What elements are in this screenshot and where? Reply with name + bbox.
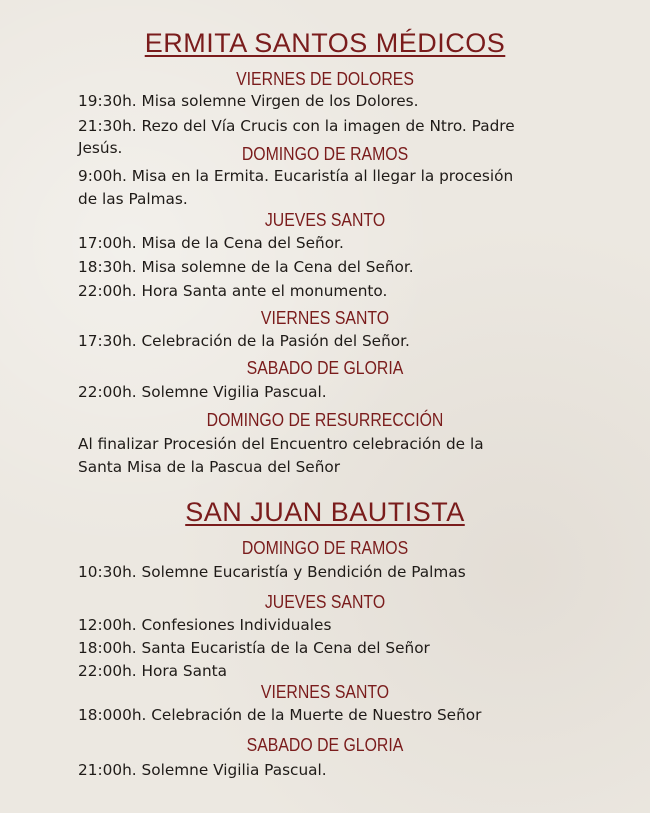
day-heading: JUEVES SANTO [264,210,386,230]
schedule-line: de las Palmas. [78,190,188,208]
church-title-ermita: ERMITA SANTOS MÉDICOS [144,28,506,58]
schedule-line: 21:00h. Solemne Vigilia Pascual. [78,761,327,779]
schedule-line: Santa Misa de la Pascua del Señor [78,458,341,476]
schedule-line: 19:30h. Misa solemne Virgen de los Dolores. [78,92,419,110]
church-title-san-juan: SAN JUAN BAUTISTA [185,497,465,527]
day-heading: VIERNES DE DOLORES [236,69,414,89]
day-heading: DOMINGO DE RAMOS [241,144,409,164]
schedule-line: 18:00h. Santa Eucaristía de la Cena del Señor [78,639,430,657]
schedule-line: 10:30h. Solemne Eucaristía y Bendición de Palmas [78,563,466,581]
schedule-line: 12:00h. Confesiones Individuales [78,616,332,634]
schedule-line: Jesús. [78,139,123,157]
schedule-line: 22:00h. Solemne Vigilia Pascual. [78,383,327,401]
schedule-line: 22:00h. Hora Santa [78,662,228,680]
schedule-line: 17:00h. Misa de la Cena del Señor. [78,234,344,252]
schedule-line: 9:00h. Misa en la Ermita. Eucaristía al llegar la procesión [78,167,514,185]
day-heading: JUEVES SANTO [264,592,386,612]
schedule-line: 22:00h. Hora Santa ante el monumento. [78,282,388,300]
schedule-line: 21:30h. Rezo del Vía Crucis con la imagen de Ntro. Padre [78,117,515,135]
day-heading: DOMINGO DE RESURRECCIÓN [206,410,444,430]
day-heading: VIERNES SANTO [260,682,390,702]
schedule-line: 18:30h. Misa solemne de la Cena del Señor. [78,258,414,276]
schedule-line: Al finalizar Procesión del Encuentro celebración de la [78,435,484,453]
day-heading: SABADO DE GLORIA [246,735,404,755]
day-heading: VIERNES SANTO [260,308,390,328]
day-heading: DOMINGO DE RAMOS [241,538,409,558]
schedule-line: 18:000h. Celebración de la Muerte de Nuestro Señor [78,706,482,724]
schedule-line: 17:30h. Celebración de la Pasión del Señor. [78,332,410,350]
day-heading: SABADO DE GLORIA [246,358,404,378]
